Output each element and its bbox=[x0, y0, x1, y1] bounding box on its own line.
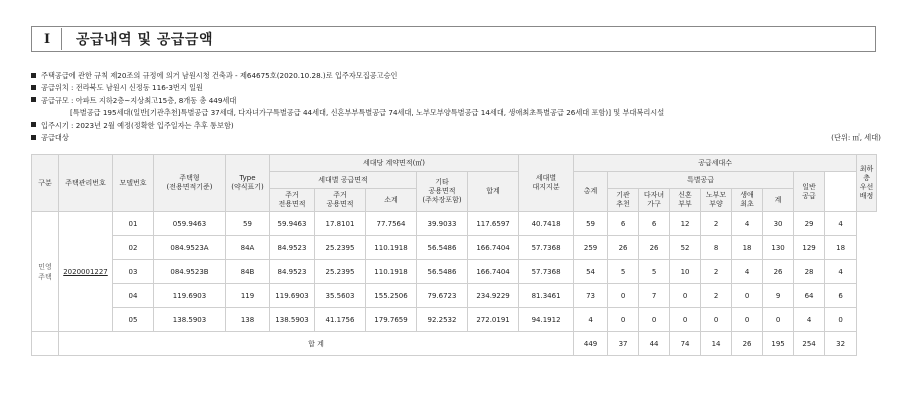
cell-total: 449 bbox=[574, 332, 608, 356]
cell-special: 26 bbox=[763, 260, 794, 284]
cell-house-type: 059.9463 bbox=[154, 212, 226, 236]
cell-general: 64 bbox=[794, 284, 825, 308]
section-number: I bbox=[33, 28, 62, 50]
cell-house-type: 138.5903 bbox=[154, 308, 226, 332]
header-common-area: 주거 공용면적 bbox=[315, 189, 366, 212]
cell-newly: 10 bbox=[670, 260, 701, 284]
cell-model: 04 bbox=[113, 284, 154, 308]
cell-newly: 0 bbox=[670, 284, 701, 308]
cell-lowest: 4 bbox=[825, 212, 857, 236]
cell-excl: 59.9463 bbox=[270, 212, 315, 236]
header-special: 특별공급 bbox=[608, 172, 794, 189]
header-first: 생애 최초 bbox=[732, 189, 763, 212]
header-contract-area: 세대당 계약면적(㎡) bbox=[270, 155, 519, 172]
cell-sum: 166.7404 bbox=[468, 236, 519, 260]
cell-general: 254 bbox=[794, 332, 825, 356]
header-multi: 다자녀 가구 bbox=[639, 189, 670, 212]
cell-common: 17.8101 bbox=[315, 212, 366, 236]
cell-first: 0 bbox=[732, 284, 763, 308]
cell-multi: 7 bbox=[639, 284, 670, 308]
cell-type: 84B bbox=[226, 260, 270, 284]
header-lowest-priority: 최하층 우선배정 bbox=[857, 155, 877, 212]
header-housing-type: 주택형 (전용면적기준) bbox=[154, 155, 226, 212]
cell-special: 30 bbox=[763, 212, 794, 236]
info-line-location: 공급위치 : 전라북도 남원시 신정동 116-3번지 일원 bbox=[31, 82, 881, 94]
cell-subtotal: 179.7659 bbox=[366, 308, 417, 332]
bullet-icon bbox=[31, 85, 36, 90]
cell-newly: 52 bbox=[670, 236, 701, 260]
info-block bbox=[31, 70, 881, 144]
header-mgmt-no: 주택관리번호 bbox=[59, 155, 113, 212]
cell-other: 92.2532 bbox=[417, 308, 468, 332]
header-other-common: 기타 공용면적 (주차장포함) bbox=[417, 172, 468, 212]
table-total-row bbox=[32, 332, 877, 356]
bullet-icon bbox=[31, 97, 36, 102]
cell-type: 138 bbox=[226, 308, 270, 332]
cell-subtotal: 77.7564 bbox=[366, 212, 417, 236]
cell-model: 02 bbox=[113, 236, 154, 260]
header-total: 총계 bbox=[574, 172, 608, 212]
cell-multi: 5 bbox=[639, 260, 670, 284]
cell-model: 03 bbox=[113, 260, 154, 284]
cell-excl: 84.9523 bbox=[270, 260, 315, 284]
cell-total: 259 bbox=[574, 236, 608, 260]
cell-type: 84A bbox=[226, 236, 270, 260]
cell-special: 195 bbox=[763, 332, 794, 356]
cell-multi: 6 bbox=[639, 212, 670, 236]
cell-newly: 12 bbox=[670, 212, 701, 236]
cell-sum: 272.0191 bbox=[468, 308, 519, 332]
info-line-approval: 주택공급에 관한 규칙 제20조의 규정에 의거 남원시청 건축과 - 제64675호(2020.10.28.)로 입주자모집공고승인 bbox=[31, 70, 881, 82]
header-type: Type (약식표기) bbox=[226, 155, 270, 212]
cell-inst: 5 bbox=[608, 260, 639, 284]
cell-sum: 117.6597 bbox=[468, 212, 519, 236]
cell-elderly: 2 bbox=[701, 212, 732, 236]
cell-general: 28 bbox=[794, 260, 825, 284]
cell-elderly: 14 bbox=[701, 332, 732, 356]
table-row bbox=[32, 260, 877, 284]
cell-lowest: 6 bbox=[825, 284, 857, 308]
cell-lowest: 18 bbox=[825, 236, 857, 260]
section-header bbox=[31, 26, 876, 52]
cell-land: 57.7368 bbox=[519, 236, 574, 260]
header-subtotal: 소계 bbox=[366, 189, 417, 212]
cell-inst: 6 bbox=[608, 212, 639, 236]
cell-first: 18 bbox=[732, 236, 763, 260]
cell-house-type: 119.6903 bbox=[154, 284, 226, 308]
cell-inst: 26 bbox=[608, 236, 639, 260]
cell-excl: 84.9523 bbox=[270, 236, 315, 260]
header-general: 일반 공급 bbox=[794, 172, 825, 212]
cell-total-blank bbox=[32, 332, 59, 356]
cell-other: 39.9033 bbox=[417, 212, 468, 236]
cell-house-type: 084.9523A bbox=[154, 236, 226, 260]
table-row bbox=[32, 284, 877, 308]
cell-multi: 26 bbox=[639, 236, 670, 260]
header-supply-area: 세대별 공급면적 bbox=[270, 172, 417, 189]
cell-land: 57.7368 bbox=[519, 260, 574, 284]
cell-land: 81.3461 bbox=[519, 284, 574, 308]
header-excl-area: 주거 전용면적 bbox=[270, 189, 315, 212]
division-cell: 민영 주택 bbox=[32, 212, 59, 332]
bullet-icon bbox=[31, 135, 36, 140]
unit-label: (단위: ㎡, 세대) bbox=[831, 133, 881, 143]
cell-other: 56.5486 bbox=[417, 260, 468, 284]
cell-total: 73 bbox=[574, 284, 608, 308]
cell-inst: 37 bbox=[608, 332, 639, 356]
cell-sum: 234.9229 bbox=[468, 284, 519, 308]
info-line-target: 공급대상 (단위: ㎡, 세대) bbox=[31, 132, 881, 144]
cell-first: 4 bbox=[732, 260, 763, 284]
cell-other: 56.5486 bbox=[417, 236, 468, 260]
header-elderly: 노부모 부양 bbox=[701, 189, 732, 212]
cell-multi: 0 bbox=[639, 308, 670, 332]
bullet-icon bbox=[31, 73, 36, 78]
cell-newly: 0 bbox=[670, 308, 701, 332]
section-title: 공급내역 및 공급금액 bbox=[76, 32, 213, 48]
cell-model: 01 bbox=[113, 212, 154, 236]
cell-sum: 166.7404 bbox=[468, 260, 519, 284]
cell-common: 25.2395 bbox=[315, 260, 366, 284]
cell-general: 129 bbox=[794, 236, 825, 260]
cell-elderly: 8 bbox=[701, 236, 732, 260]
cell-common: 25.2395 bbox=[315, 236, 366, 260]
cell-special: 9 bbox=[763, 284, 794, 308]
cell-subtotal: 155.2506 bbox=[366, 284, 417, 308]
cell-general: 29 bbox=[794, 212, 825, 236]
mgmt-no-cell: 2020001227 bbox=[59, 212, 113, 332]
bullet-icon bbox=[31, 122, 36, 127]
supply-table bbox=[31, 154, 877, 356]
header-special-sum: 계 bbox=[763, 189, 794, 212]
cell-subtotal: 110.1918 bbox=[366, 260, 417, 284]
table-row bbox=[32, 308, 877, 332]
header-sum: 합계 bbox=[468, 172, 519, 212]
header-division: 구분 bbox=[32, 155, 59, 212]
cell-lowest: 4 bbox=[825, 260, 857, 284]
header-supply-units: 공급세대수 bbox=[574, 155, 857, 172]
cell-first: 4 bbox=[732, 212, 763, 236]
cell-general: 4 bbox=[794, 308, 825, 332]
cell-elderly: 2 bbox=[701, 260, 732, 284]
header-land-share: 세대별 대지지분 bbox=[519, 155, 574, 212]
info-line-scale: 공급규모 : 아파트 지하2층~지상최고15층, 8개동 총 449세대 bbox=[31, 95, 881, 107]
cell-elderly: 0 bbox=[701, 308, 732, 332]
cell-excl: 138.5903 bbox=[270, 308, 315, 332]
cell-special: 0 bbox=[763, 308, 794, 332]
table-row bbox=[32, 212, 877, 236]
cell-total: 4 bbox=[574, 308, 608, 332]
cell-excl: 119.6903 bbox=[270, 284, 315, 308]
cell-land: 94.1912 bbox=[519, 308, 574, 332]
cell-house-type: 084.9523B bbox=[154, 260, 226, 284]
cell-lowest: 0 bbox=[825, 308, 857, 332]
cell-type: 119 bbox=[226, 284, 270, 308]
header-newly: 신혼 부부 bbox=[670, 189, 701, 212]
cell-land: 40.7418 bbox=[519, 212, 574, 236]
total-label: 합 계 bbox=[59, 332, 574, 356]
cell-total: 54 bbox=[574, 260, 608, 284]
cell-first: 0 bbox=[732, 308, 763, 332]
cell-special: 130 bbox=[763, 236, 794, 260]
cell-first: 26 bbox=[732, 332, 763, 356]
cell-lowest: 32 bbox=[825, 332, 857, 356]
header-model-no: 모델번호 bbox=[113, 155, 154, 212]
header-inst: 기관 추천 bbox=[608, 189, 639, 212]
cell-model: 05 bbox=[113, 308, 154, 332]
cell-other: 79.6723 bbox=[417, 284, 468, 308]
cell-inst: 0 bbox=[608, 284, 639, 308]
info-line-move-in: 입주시기 : 2023년 2월 예정(정확한 입주일자는 추후 통보함) bbox=[31, 120, 881, 132]
cell-multi: 44 bbox=[639, 332, 670, 356]
cell-elderly: 2 bbox=[701, 284, 732, 308]
cell-common: 35.5603 bbox=[315, 284, 366, 308]
info-line-special-supply: [특별공급 195세대(일반[기관추천]특별공급 37세대, 다자녀가구특별공급 44세대, 신혼부부특별공급 74세대, 노부모부양특별공급 14세대, 생애최초특별공급 26세대 포함)] 및 부대복리시설 bbox=[70, 108, 665, 118]
cell-inst: 0 bbox=[608, 308, 639, 332]
cell-subtotal: 110.1918 bbox=[366, 236, 417, 260]
cell-newly: 74 bbox=[670, 332, 701, 356]
cell-type: 59 bbox=[226, 212, 270, 236]
cell-total: 59 bbox=[574, 212, 608, 236]
cell-common: 41.1756 bbox=[315, 308, 366, 332]
table-row bbox=[32, 236, 877, 260]
